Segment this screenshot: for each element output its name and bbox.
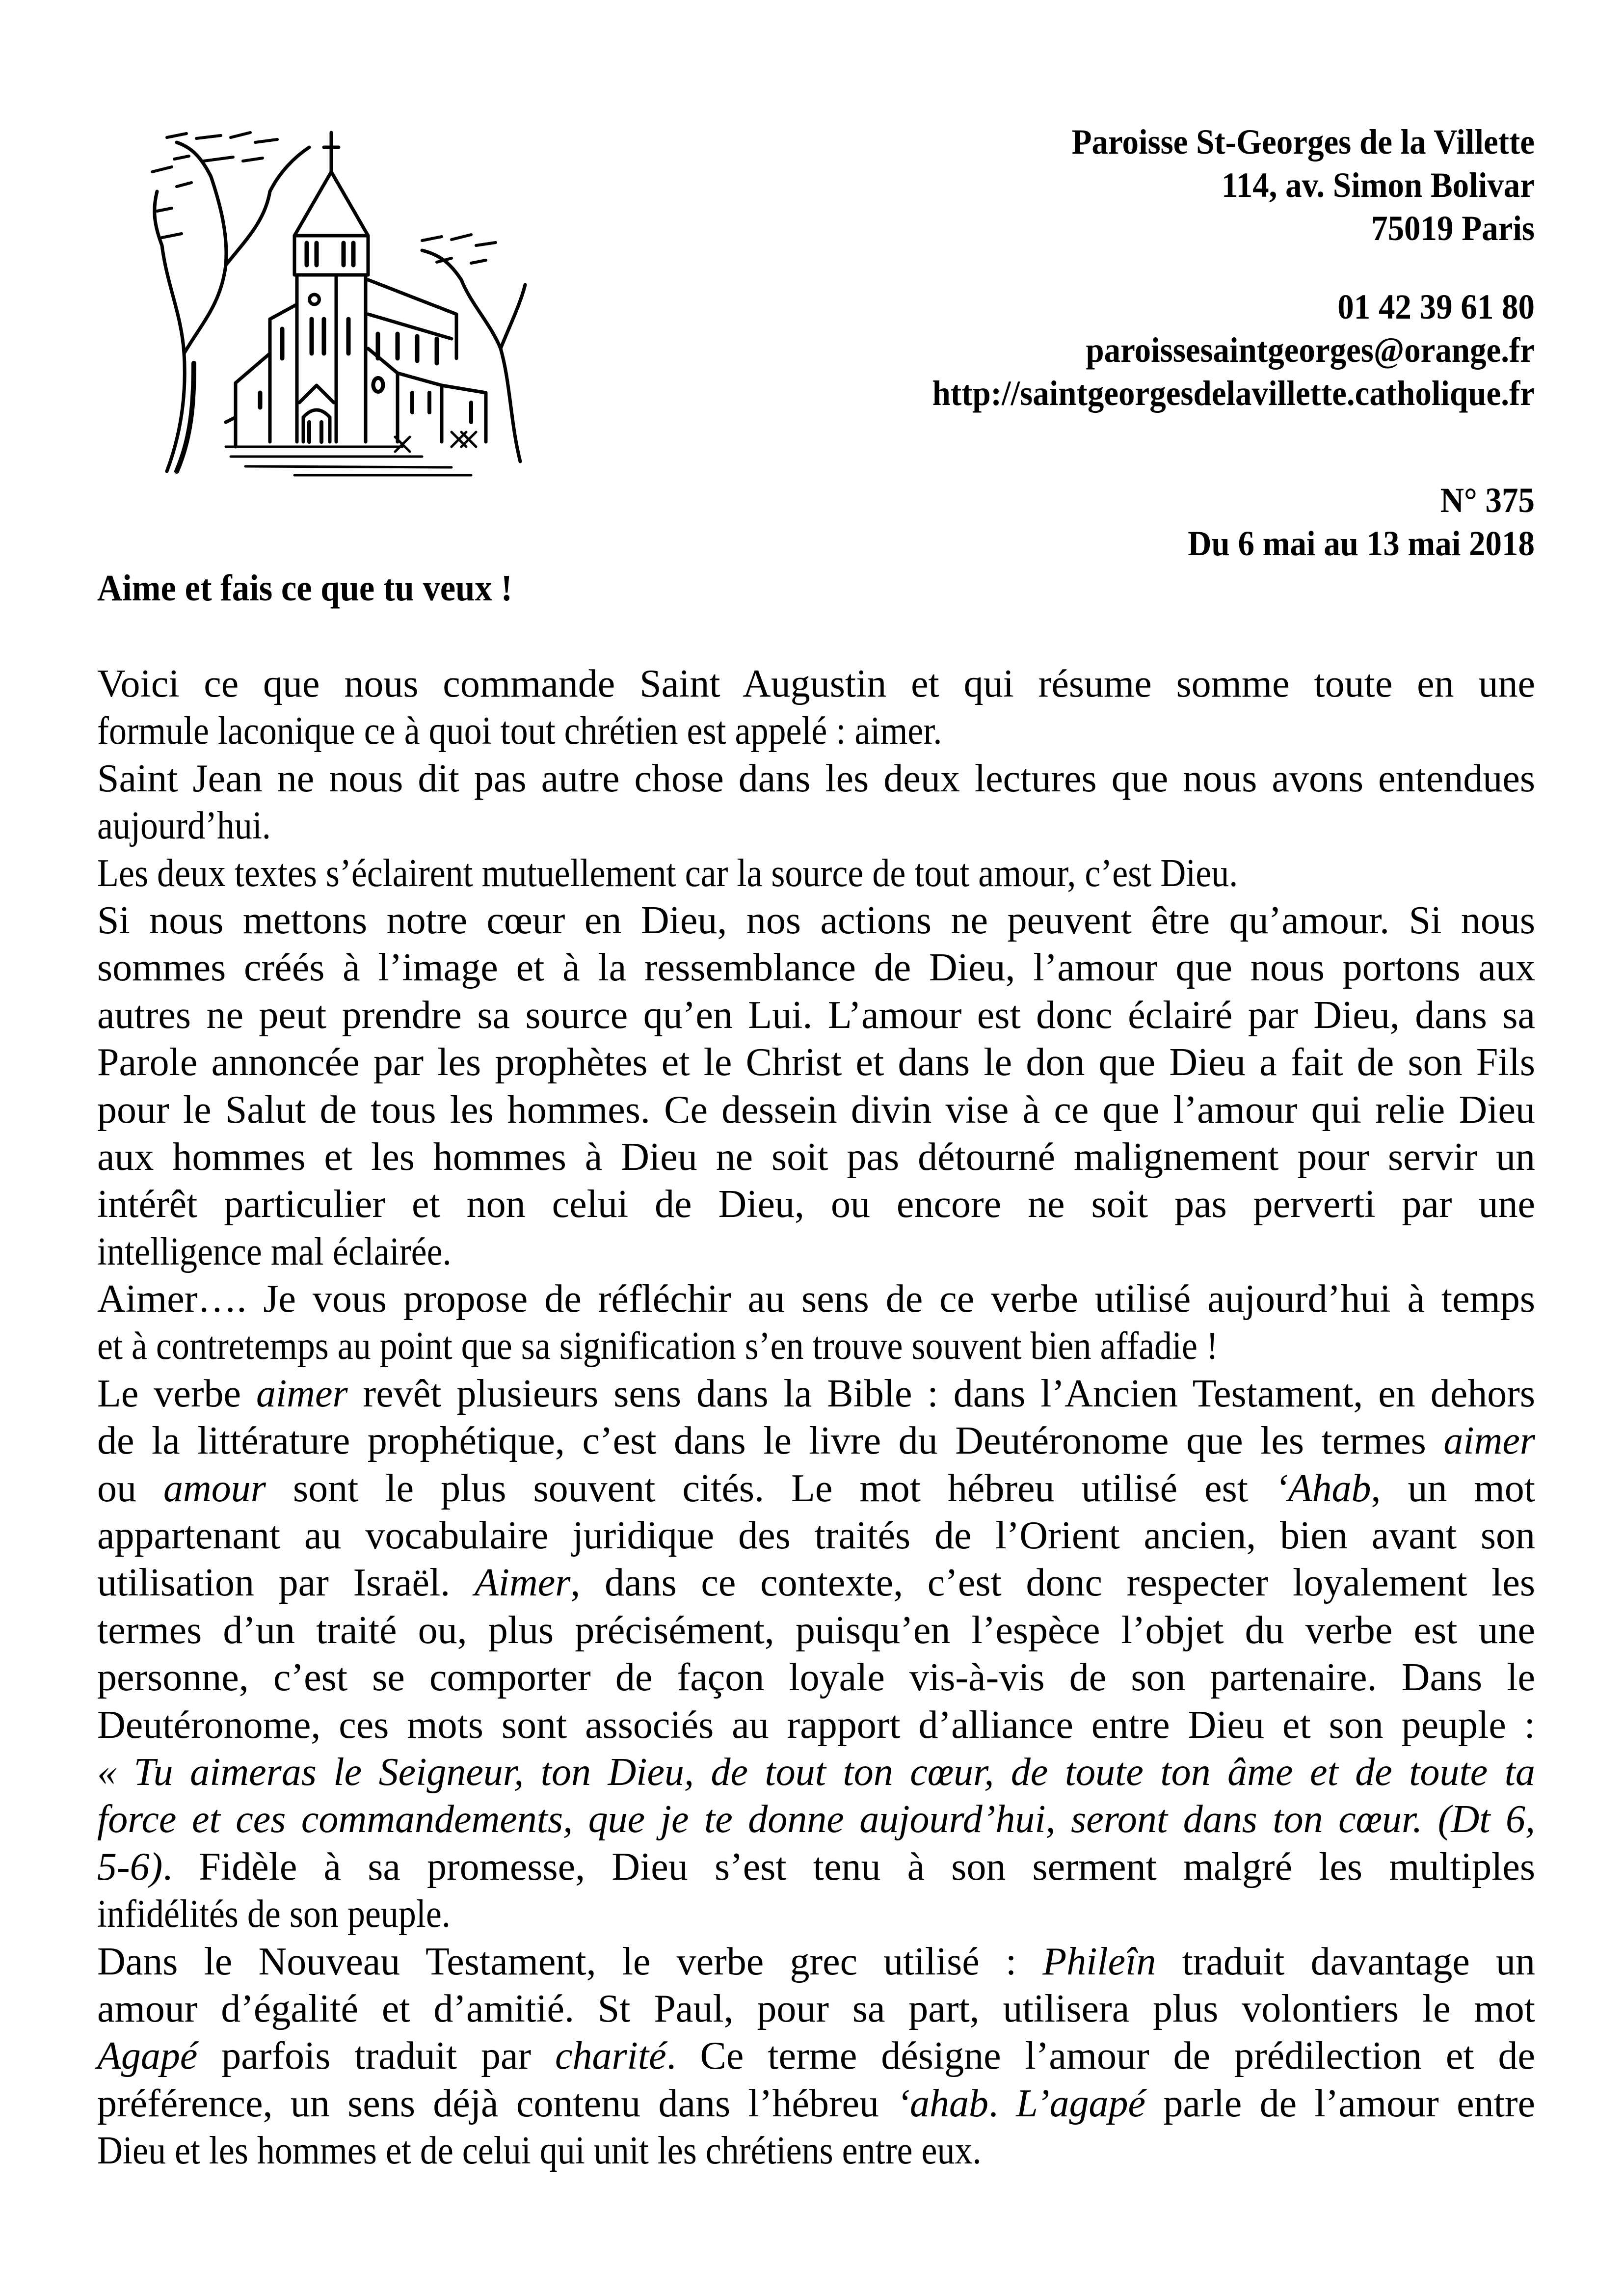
text-run: Dans le Nouveau Testament, le verbe grec utilisé : — [97, 1940, 1043, 1983]
body-text-line — [97, 1086, 1535, 1134]
body-text-line — [97, 1039, 1535, 1086]
italic-text: Phileîn — [1042, 1940, 1156, 1983]
body-text-line — [97, 660, 1535, 707]
text-run: sont le plus souvent cités. Le mot hébreu utilisé est — [266, 1466, 1275, 1510]
italic-text: aimer — [1443, 1419, 1535, 1463]
text-run: infidélités de son peuple. — [97, 1892, 451, 1936]
body-text-line — [97, 1843, 1535, 1891]
spacer — [759, 250, 1535, 285]
body-text-line — [97, 2032, 1535, 2080]
text-run: utilisation par Israël. — [97, 1561, 475, 1605]
italic-text: ‘Ahab — [1275, 1466, 1371, 1510]
body-text-line — [97, 802, 1535, 849]
text-run: termes d’un traité ou, plus précisément, puisqu’en l’espèce l’objet du verbe est une — [97, 1608, 1535, 1652]
issue-info — [759, 479, 1535, 565]
text-run: pour le Salut de tous les hommes. Ce dessein divin vise à ce que l’amour qui relie Dieu — [97, 1088, 1535, 1132]
text-run: autres ne peut prendre sa source qu’en Lui. L’amour est donc éclairé par Dieu, dans sa — [97, 993, 1535, 1037]
text-run: de la littérature prophétique, c’est dans le livre du Deutéronome que les termes — [97, 1419, 1444, 1463]
phone-number: 01 42 39 61 80 — [1337, 287, 1535, 326]
body-text-line — [97, 1749, 1535, 1796]
body-text-line — [97, 1323, 1535, 1370]
text-run: aujourd’hui. — [97, 804, 271, 848]
text-run: Dieu et les hommes et de celui qui unit les chrétiens entre eux. — [97, 2129, 982, 2173]
text-run: Saint Jean ne nous dit pas autre chose dans les deux lectures que nous avons entendues — [97, 756, 1535, 800]
body-text-line — [97, 1275, 1535, 1323]
text-run: Deutéronome, ces mots sont associés au rapport d’alliance entre Dieu et son peuple : — [97, 1703, 1535, 1747]
text-run: amour d’égalité et d’amitié. St Paul, pour sa part, utilisera plus volontiers le mot — [97, 1987, 1535, 2030]
text-run: Le verbe — [97, 1372, 256, 1415]
body-text-line — [97, 944, 1535, 991]
body-text-line — [97, 1465, 1535, 1512]
text-run: sommes créés à l’image et à la ressemblance de Dieu, l’amour que nous portons aux — [97, 946, 1535, 990]
italic-text: amour — [163, 1466, 266, 1510]
body-text-line — [97, 1891, 1535, 1938]
body-text-line — [97, 1559, 1535, 1606]
italic-text: Agapé — [97, 2034, 198, 2078]
body-text-line — [97, 1702, 1535, 1749]
body-text-line — [97, 1796, 1535, 1843]
text-run: et à contretemps au point que sa signification s’en trouve souvent bien affadie ! — [97, 1324, 1218, 1368]
body-text-line — [97, 850, 1535, 897]
text-run: . Ce terme désigne l’amour de prédilection et de — [666, 2034, 1536, 2078]
text-run: ou — [97, 1466, 164, 1510]
body-text-line — [97, 707, 1535, 755]
italic-text: Aimer — [474, 1561, 571, 1605]
text-run: appartenant au vocabulaire juridique des traités de l’Orient ancien, bien avant son — [97, 1514, 1535, 1558]
body-text-line — [97, 1134, 1535, 1181]
address-street: 114, av. Simon Bolivar — [1221, 165, 1535, 205]
parish-contact-block — [759, 120, 1535, 415]
text-run: Les deux textes s’éclairent mutuellement car la source de tout amour, c’est Dieu. — [97, 851, 1238, 895]
body-text-line — [97, 1607, 1535, 1654]
text-run: intelligence mal éclairée. — [97, 1230, 452, 1273]
text-run: . Fidèle à sa promesse, Dieu s’est tenu à son serment malgré les multiples — [162, 1845, 1535, 1889]
italic-text: L’agapé — [1016, 2081, 1146, 2125]
church-drawing-icon — [147, 118, 530, 481]
text-run: , dans ce contexte, c’est donc respecter loyalement les — [570, 1561, 1536, 1605]
italic-text: « Tu aimeras le Seigneur, ton Dieu, de tout ton cœur, de toute ton âme et de toute ta — [97, 1750, 1535, 1794]
body-text-line — [97, 1938, 1535, 1985]
body-text-line — [97, 897, 1535, 944]
text-run: traduit davantage un — [1156, 1940, 1535, 1983]
issue-dates: Du 6 mai au 13 mai 2018 — [1188, 524, 1535, 563]
article-title: Aime et fais ce que tu veux ! — [97, 567, 513, 609]
body-text-line — [97, 1181, 1535, 1228]
text-run: intérêt particulier et non celui de Dieu, ou encore ne soit pas perverti par une — [97, 1183, 1535, 1226]
italic-text: 5-6) — [97, 1845, 163, 1889]
article-body — [97, 660, 1535, 2175]
text-run: formule laconique ce à quoi tout chrétien est appelé : aimer. — [97, 709, 942, 753]
address-city: 75019 Paris — [1371, 209, 1535, 248]
italic-text: force et ces commandements, que je te donne aujourd’hui, seront dans ton cœur. (Dt 6, — [97, 1798, 1535, 1841]
body-text-line — [97, 1985, 1535, 2032]
text-run: , un mot — [1371, 1466, 1536, 1510]
text-run: Si nous mettons notre cœur en Dieu, nos actions ne peuvent être qu’amour. Si nous — [97, 898, 1535, 942]
body-text-line — [97, 2127, 1535, 2174]
text-run: Parole annoncée par les prophètes et le Christ et dans le don que Dieu a fait de son Fils — [97, 1041, 1535, 1084]
text-run: . — [988, 2081, 1016, 2125]
text-run: parle de l’amour entre — [1145, 2081, 1536, 2125]
website-url[interactable]: http://saintgeorgesdelavillette.catholique.fr — [932, 374, 1535, 413]
body-text-line — [97, 992, 1535, 1039]
italic-text: charité — [555, 2034, 666, 2078]
text-run: aux hommes et les hommes à Dieu ne soit pas détourné malignement pour servir un — [97, 1135, 1535, 1179]
body-text-line — [97, 755, 1535, 802]
body-text-line — [97, 1654, 1535, 1701]
text-run: Voici ce que nous commande Saint Augustin et qui résume somme toute en une — [97, 662, 1535, 705]
body-text-line — [97, 1512, 1535, 1559]
parish-name: Paroisse St-Georges de la Villette — [1071, 122, 1535, 162]
italic-text: aimer — [256, 1372, 348, 1415]
text-run: revêt plusieurs sens dans la Bible : dans l’Ancien Testament, en dehors — [347, 1372, 1536, 1415]
italic-text: ‘ahab — [897, 2081, 989, 2125]
text-run: personne, c’est se comporter de façon loyale vis-à-vis de son partenaire. Dans le — [97, 1656, 1535, 1700]
email-address[interactable]: paroissesaintgeorges@orange.fr — [1086, 330, 1535, 370]
text-run: Aimer…. Je vous propose de réfléchir au sens de ce verbe utilisé aujourd’hui à temps — [97, 1277, 1535, 1321]
issue-number: N° 375 — [1440, 481, 1535, 520]
body-text-line — [97, 2080, 1535, 2127]
text-run: parfois traduit par — [197, 2034, 555, 2078]
body-text-line — [97, 1370, 1535, 1417]
body-text-line — [97, 1417, 1535, 1464]
text-run: préférence, un sens déjà contenu dans l’hébreu — [97, 2081, 897, 2125]
body-text-line — [97, 1228, 1535, 1275]
